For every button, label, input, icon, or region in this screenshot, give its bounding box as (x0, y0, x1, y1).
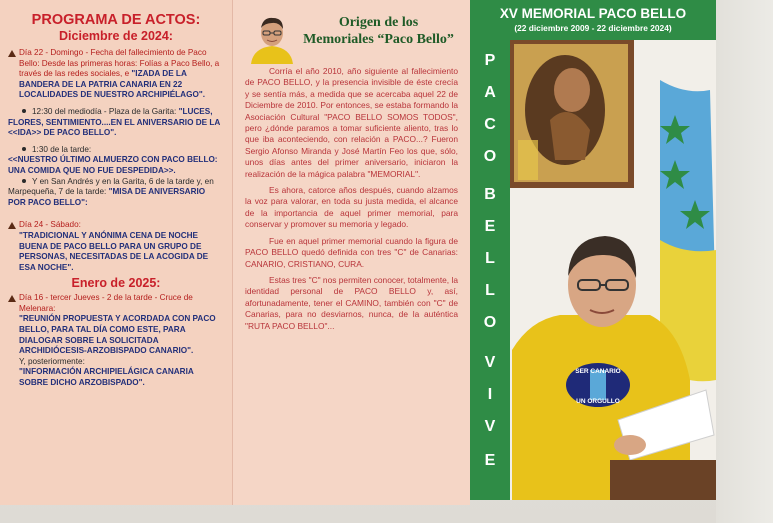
event-1330-time: 1:30 de la tarde: (32, 144, 92, 154)
vertical-letter: O (483, 314, 497, 331)
event-1230-title: "LUCES, FLORES, SENTIMIENTO....EN EL ANIVERSARIO DE LA <<IDA>> DE PACO BELLO". (8, 106, 220, 138)
vertical-letter: B (484, 186, 496, 203)
day24-date: Día 24 - Sábado: (19, 220, 81, 230)
shirt-text-top: SER CANARIO (575, 368, 621, 375)
cover-title: XV MEMORIAL PACO BELLO (499, 6, 687, 21)
cover-photo (510, 40, 716, 500)
origin-panel (232, 0, 470, 505)
vertical-letter: I (487, 386, 493, 403)
after-text: Y, posteriormente: (19, 356, 85, 366)
shirt-text-bottom: UN ORGULLO (576, 398, 620, 405)
program-subtitle: Diciembre de 2024: (59, 29, 173, 43)
event-misa-time: Y en San Andrés y en la Garita, 6 de la tarde y, en Marpequeña, 7 de la tarde: (8, 176, 214, 197)
event-1330-title: <<NUESTRO ÚLTIMO ALMUERZO CON PACO BELLO: (8, 155, 218, 165)
day16-event: "REUNIÓN PROPUESTA Y ACORDADA CON PACO BELLO, PARA TAL DÍA COMO ESTE, PARA DIALOGAR SOBRE LA SOLICITADA ARCHIDIÓCESIS-ARZOBISPADO CANARIO". (19, 314, 216, 356)
table-surface (716, 0, 773, 523)
origin-paragraph-3: Fue en aquel primer memorial cuando la figura de PACO BELLO quedó definida con tres "C" de Canarias: CANARIO, CRISTIANO, CURA. (245, 235, 458, 269)
vertical-letter: V (484, 354, 496, 371)
vertical-letter: P (484, 52, 496, 69)
event-misa (8, 177, 224, 209)
triangle-bullet-icon (8, 295, 16, 302)
vertical-letter: E (484, 452, 496, 469)
vertical-letter: O (483, 148, 497, 165)
program-panel (0, 0, 232, 505)
day16-date: Día 16 - tercer Jueves - 2 de la tarde - Cruce de Melenara: (19, 293, 193, 313)
cover-panel (470, 0, 716, 500)
vertical-letter: C (484, 116, 496, 133)
vertical-letter: V (484, 418, 496, 435)
origin-paragraph-4: Estas tres "C" nos permiten conocer, totalmente, la identidad personal de PACO BELLO y, así, afortunadamente, tener el CAMINO, también con "C" de Canarias, para no desviarnos, nunca, de la auténtica "RUTA PACO BELLO"... (245, 274, 458, 331)
origin-title-line2: Memoriales “Paco Bello” (303, 32, 454, 47)
origin-title (299, 14, 458, 48)
dot-bullet-icon (22, 147, 26, 151)
event-misa-title: "MISA DE ANIVERSARIO POR PACO BELLO": (8, 187, 206, 207)
january-heading: Enero de 2025: (71, 276, 161, 291)
day22-event: "IZADA DE LA BANDERA DE LA PATRIA CANARIA EN 22 LOCALIDADES DE NUESTRO ARCHIPIÉLAGO". (19, 69, 205, 100)
origin-title-line1: Origen de los (338, 15, 419, 30)
day22-description: Día 22 - Domingo - Fecha del fallecimiento de Paco Bello: Desde las primeras horas: Folías a Paco Bello, a través de las redes sociales, e (19, 48, 220, 79)
origin-paragraph-2: Es ahora, catorce años después, cuando alzamos la voz para valorar, en toda su justa medida, el alcance de la importancia de aquel primer memorial, para conservar y promover su memoria y legado. (245, 185, 458, 230)
event-1230 (8, 107, 224, 139)
event-1230-time: 12:30 del mediodía - Plaza de la Garita: (32, 106, 177, 116)
event-1330 (8, 145, 224, 177)
dot-bullet-icon (22, 179, 26, 183)
cover-dates: (22 diciembre 2009 - 22 diciembre 2024) (514, 23, 672, 33)
origin-body (245, 66, 458, 332)
triangle-bullet-icon (8, 50, 16, 57)
vertical-letter: E (484, 218, 496, 235)
vertical-letter: A (484, 84, 496, 101)
triangle-bullet-icon (8, 222, 16, 229)
event-day-22 (8, 48, 224, 101)
vertical-green-strip (470, 40, 510, 500)
origin-header (245, 10, 458, 66)
day24-event: "TRADICIONAL Y ANÓNIMA CENA DE NOCHE BUENA DE PACO BELLO PARA UN GRUPO DE PERSONAS, NECESITADAS DE LA ACOGIDA DE ESA NOCHE". (19, 230, 209, 272)
event-1330-title-2: UNA COMIDA QUE NO FUE DESPEDIDA>>. (8, 165, 176, 175)
event-day-16 (8, 293, 224, 388)
origin-paragraph-1: Corría el año 2010, año siguiente al fallecimiento de PACO BELLO, y la presencia invisible de éste crecía y se sentía más, a medida que se acercaba aquel 22 de Diciembre de 2010. Por entonces, se estaba formando la Asociación Cultural "PACO BELLO SOMOS TODOS", pero ¿dónde paramos a tomar suficiente aliento, tras lo que iba aconteciendo, con relación a PACO...? Fueron Sergio Afonso Miranda y José Martín Feo los que, sólo, unos días antes del primer aniversario, iniciaron la realización de la mágica palabra "MEMORIAL". (245, 66, 458, 179)
program-title: PROGRAMA DE ACTOS: (31, 12, 201, 28)
vertical-letter: L (485, 250, 495, 267)
after-event: "INFORMACIÓN ARCHIPIELÁGICA CANARIA SOBRE DICHO ARZOBISPADO". (19, 367, 194, 388)
portrait-image (247, 12, 297, 64)
vertical-letter: L (485, 282, 495, 299)
event-day-24 (8, 220, 224, 273)
dot-bullet-icon (22, 109, 26, 113)
